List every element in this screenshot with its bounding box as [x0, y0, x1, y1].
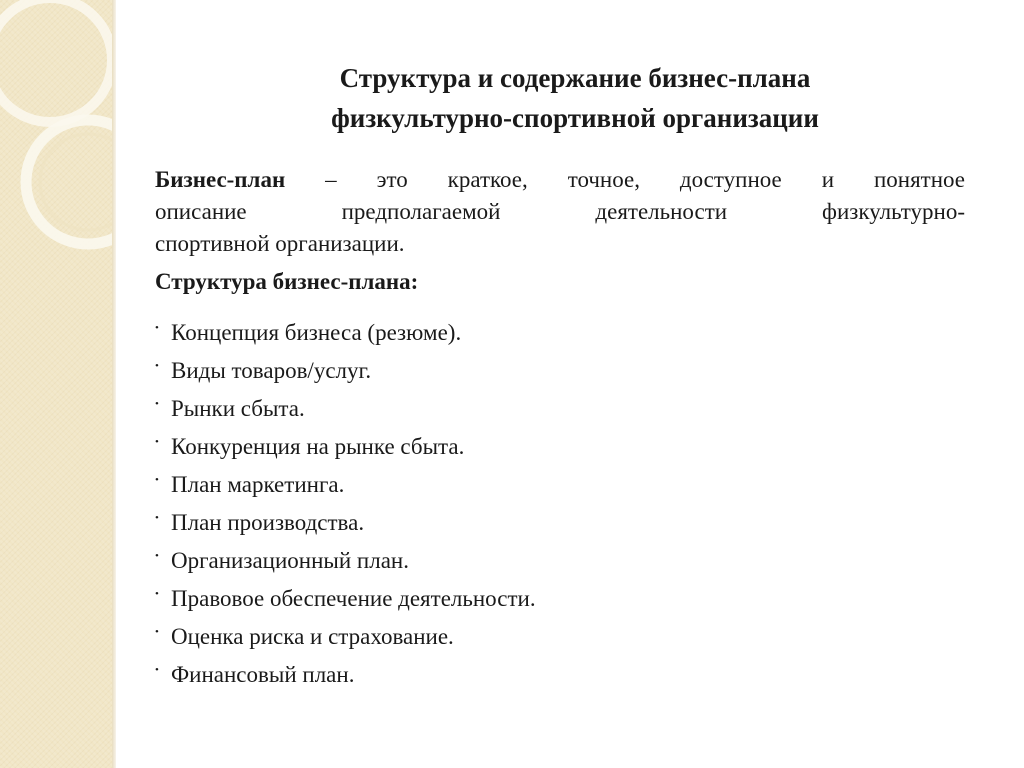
- list-item: [155, 468, 536, 506]
- bullet-icon: •: [155, 436, 159, 448]
- list-item: [155, 506, 536, 544]
- list-item-text: Оценка риска и страхование.: [171, 624, 454, 649]
- slide-title-line-1: Структура и содержание бизнес-плана: [339, 63, 811, 93]
- list-item-text: Виды товаров/услуг.: [171, 358, 372, 383]
- decorative-sidebar: [0, 0, 112, 768]
- structure-list: [155, 316, 536, 696]
- bullet-icon: •: [155, 588, 159, 600]
- definition-line-3: спортивной организации.: [155, 231, 405, 256]
- list-item-text: Правовое обеспечение деятельности.: [171, 586, 536, 611]
- structure-heading: Структура бизнес-плана:: [155, 269, 419, 294]
- bullet-icon: •: [155, 398, 159, 410]
- slide-title: [230, 58, 920, 138]
- sidebar-edge-divider: [112, 0, 116, 768]
- definition-line-2: описание предполагаемой деятельности физкультурно-: [155, 199, 965, 224]
- bullet-icon: •: [155, 550, 159, 562]
- list-item-text: Конкуренция на рынке сбыта.: [171, 434, 465, 459]
- definition-line-1: [155, 164, 965, 196]
- bullet-icon: •: [155, 474, 159, 486]
- list-item: [155, 620, 536, 658]
- definition-line-1-text: – это краткое, точное, доступное и понятное: [285, 167, 965, 192]
- bullet-icon: •: [155, 322, 159, 334]
- bullet-icon: •: [155, 512, 159, 524]
- bullet-icon: •: [155, 664, 159, 676]
- slide-title-line-2: физкультурно-спортивной организации: [331, 103, 819, 133]
- list-item: [155, 354, 536, 392]
- bullet-icon: •: [155, 626, 159, 638]
- list-item-text: Концепция бизнеса (резюме).: [171, 320, 462, 345]
- list-item: [155, 582, 536, 620]
- bullet-icon: •: [155, 360, 159, 372]
- list-item: [155, 430, 536, 468]
- list-item: [155, 392, 536, 430]
- list-item-text: Финансовый план.: [171, 662, 355, 687]
- decorative-rings-graphic: [0, 0, 112, 768]
- list-item: [155, 544, 536, 582]
- list-item-text: Организационный план.: [171, 548, 409, 573]
- list-item-text: План производства.: [171, 510, 365, 535]
- definition-term: Бизнес-план: [155, 167, 286, 192]
- list-item: [155, 658, 536, 696]
- list-item-text: Рынки сбыта.: [171, 396, 305, 421]
- definition-paragraph: [155, 164, 965, 260]
- list-item-text: План маркетинга.: [171, 472, 345, 497]
- list-item: [155, 316, 536, 354]
